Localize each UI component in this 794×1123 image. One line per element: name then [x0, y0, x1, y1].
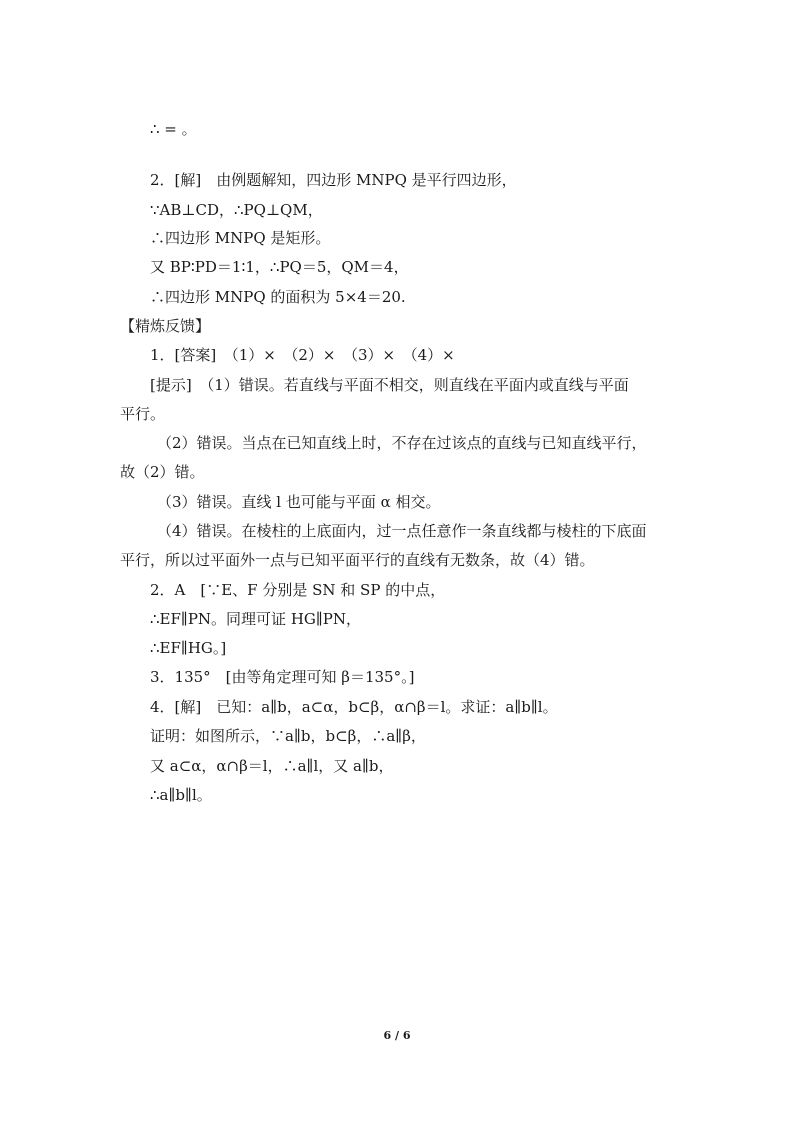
- text-line: 证明：如图所示，∵a∥b，b⊂β，∴a∥β，: [150, 727, 426, 745]
- text-line: ∴ = 。: [150, 120, 197, 138]
- text-line: 故（2）错。: [120, 463, 205, 481]
- text-line: （2）错误。当点在已知直线上时，不存在过该点的直线与已知直线平行，: [157, 434, 647, 452]
- text-line: ∴四边形 MNPQ 是矩形。: [150, 229, 331, 247]
- text-line: 4．[解] 已知：a∥b，a⊂α，b⊂β，α∩β＝l。求证：a∥b∥l。: [150, 698, 558, 716]
- text-line: 又 BP∶PD＝1∶1，∴PQ＝5，QM＝4，: [150, 258, 409, 276]
- text-line: 3．135° [由等角定理可知 β＝135°。]: [150, 668, 415, 686]
- text-line: 1．[答案] （1）× （2）× （3）× （4）×: [150, 346, 455, 364]
- text-line: 平行。: [120, 405, 166, 423]
- text-line: [提示] （1）错误。若直线与平面不相交，则直线在平面内或直线与平面: [150, 376, 629, 394]
- text-line: ∴EF∥HG。]: [150, 639, 227, 657]
- text-line: 2．A [∵E、F 分别是 SN 和 SP 的中点，: [150, 581, 446, 599]
- text-line: 又 a⊂α，α∩β＝l，∴a∥l，又 a∥b，: [150, 757, 394, 775]
- text-line: （4）错误。在棱柱的上底面内，过一点任意作一条直线都与棱柱的下底面: [157, 522, 647, 540]
- text-line: 平行，所以过平面外一点与已知平面平行的直线有无数条，故（4）错。: [120, 551, 595, 569]
- page-number: 6 / 6: [383, 1029, 411, 1042]
- text-line: ∵AB⊥CD，∴PQ⊥QM，: [150, 201, 323, 219]
- text-line: 2．[解] 由例题解知，四边形 MNPQ 是平行四边形，: [150, 171, 517, 189]
- text-line: ∴a∥b∥l。: [150, 786, 212, 804]
- text-line: ∴EF∥PN。同理可证 HG∥PN，: [150, 610, 362, 628]
- text-line: （3）错误。直线 l 也可能与平面 α 相交。: [157, 493, 441, 511]
- section-heading: 【精炼反馈】: [120, 317, 211, 335]
- text-line: ∴四边形 MNPQ 的面积为 5×4＝20.: [150, 288, 406, 306]
